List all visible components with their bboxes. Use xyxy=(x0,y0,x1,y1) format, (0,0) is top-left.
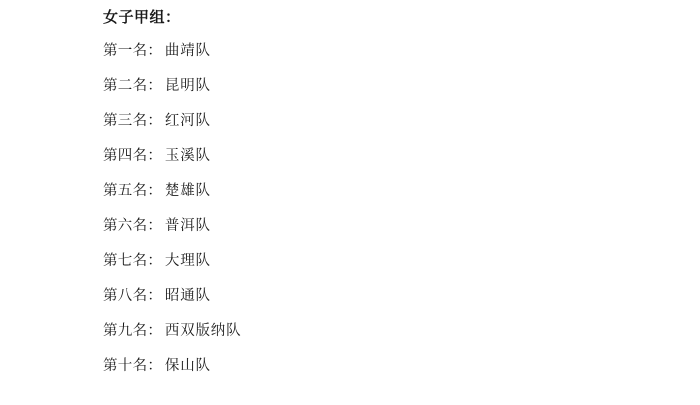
rank-place: 第四名 xyxy=(103,148,148,164)
rank-separator: ： xyxy=(147,43,162,59)
rank-place: 第一名 xyxy=(103,43,148,59)
rank-separator: ： xyxy=(147,323,162,339)
list-item xyxy=(103,286,700,306)
rank-place: 第三名 xyxy=(103,113,148,129)
rank-team: 玉溪队 xyxy=(164,148,211,164)
list-item xyxy=(103,76,700,96)
rank-team: 西双版纳队 xyxy=(164,323,242,339)
rank-place: 第五名 xyxy=(103,183,148,199)
ranking-list xyxy=(0,41,700,376)
rank-team: 红河队 xyxy=(164,113,211,129)
rank-team: 大理队 xyxy=(164,253,211,269)
rank-separator: ： xyxy=(147,218,162,234)
rank-place: 第十名 xyxy=(103,358,148,374)
rank-separator: ： xyxy=(147,148,162,164)
list-item xyxy=(103,111,700,131)
rank-team: 保山队 xyxy=(164,358,211,374)
rank-place: 第八名 xyxy=(103,288,148,304)
rank-team: 楚雄队 xyxy=(164,183,211,199)
rank-place: 第九名 xyxy=(103,323,148,339)
rank-separator: ： xyxy=(147,253,162,269)
list-item xyxy=(103,146,700,166)
rank-team: 普洱队 xyxy=(164,218,211,234)
rank-team: 昭通队 xyxy=(164,288,211,304)
list-item xyxy=(103,356,700,376)
list-item xyxy=(103,321,700,341)
rank-team: 曲靖队 xyxy=(164,43,211,59)
rank-separator: ： xyxy=(147,78,162,94)
list-item xyxy=(103,216,700,236)
rank-place: 第七名 xyxy=(103,253,148,269)
rank-separator: ： xyxy=(147,358,162,374)
rank-separator: ： xyxy=(147,183,162,199)
rank-place: 第二名 xyxy=(103,78,148,94)
rank-team: 昆明队 xyxy=(164,78,211,94)
list-item xyxy=(103,251,700,271)
list-item xyxy=(103,181,700,201)
rank-separator: ： xyxy=(147,288,162,304)
page-title: 女子甲组： xyxy=(103,10,181,26)
rank-separator: ： xyxy=(147,113,162,129)
rank-place: 第六名 xyxy=(103,218,148,234)
list-item xyxy=(103,41,700,61)
